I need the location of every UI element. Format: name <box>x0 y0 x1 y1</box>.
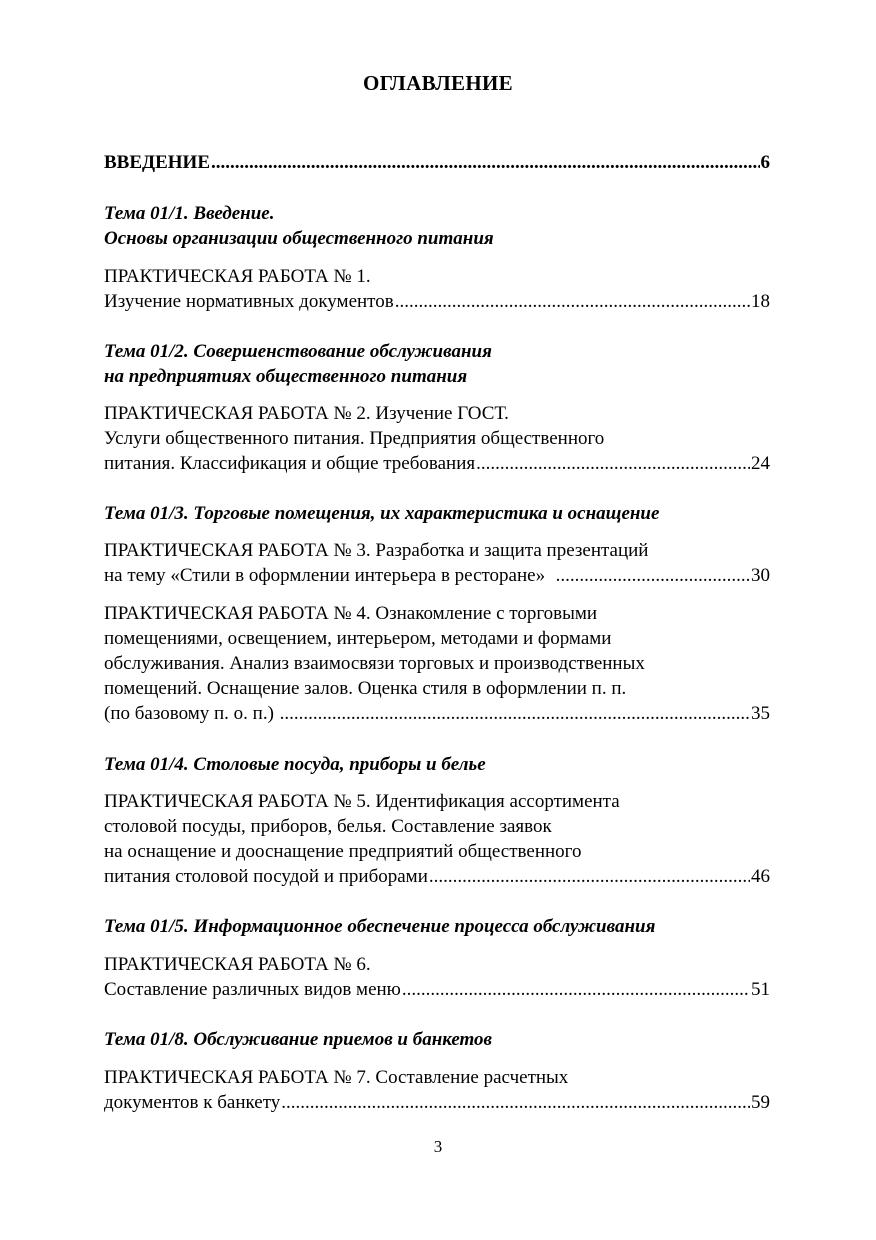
dot-leader <box>280 701 750 726</box>
toc-page-number: 18 <box>751 291 770 312</box>
topic-heading: Тема 01/5. Информационное обеспечение процесса обслуживания <box>104 916 656 937</box>
toc-page-number: 30 <box>751 565 770 586</box>
topic-heading: Тема 01/3. Торговые помещения, их характеристика и оснащение <box>104 503 660 524</box>
toc-entry-work-2[interactable]: ПРАКТИЧЕСКАЯ РАБОТА № 2. Изучение ГОСТ. Услуги общественного питания. Предприятия общественного питания. Классификация и общие требования ..... 24 <box>104 401 770 476</box>
topic-heading: Тема 01/8. Обслуживание приемов и банкетов <box>104 1029 493 1050</box>
topic-heading: Тема 01/4. Столовые посуда, приборы и белье <box>104 754 486 775</box>
toc-page-number: 6 <box>760 152 770 173</box>
toc-page-number: 59 <box>751 1092 770 1113</box>
dot-leader <box>476 451 750 476</box>
toc-entry-intro[interactable] <box>104 150 770 175</box>
toc-entry-work-6[interactable]: ПРАКТИЧЕСКАЯ РАБОТА № 6. Составление различных видов меню ..... 51 <box>104 952 770 1002</box>
toc-page-number: 46 <box>751 866 770 887</box>
page-number: 3 <box>433 1137 443 1156</box>
toc-entry-work-5[interactable]: ПРАКТИЧЕСКАЯ РАБОТА № 5. Идентификация ассортимента столовой посуды, приборов, белья. Составление заявок на оснащение и дооснащение предприятий общественного питания столовой посудой и приборами ..... 46 <box>104 789 770 889</box>
topic-heading: Тема 01/2. Совершенствование обслуживания на предприятиях общественного питания <box>104 341 492 387</box>
toc-entry-work-7[interactable]: ПРАКТИЧЕСКАЯ РАБОТА № 7. Составление расчетных документов к банкету ..... 59 <box>104 1065 770 1115</box>
dot-leader <box>402 977 750 1002</box>
dot-leader <box>211 150 760 175</box>
toc-entry-work-3[interactable]: ПРАКТИЧЕСКАЯ РАБОТА № 3. Разработка и защита презентаций на тему «Стили в оформлении интерьера в ресторане» ..... 30 <box>104 538 770 588</box>
dot-leader <box>395 289 750 314</box>
dot-leader <box>281 1090 750 1115</box>
toc-entry-label: ВВЕДЕНИЕ <box>104 152 210 173</box>
toc-page-number: 35 <box>751 703 770 724</box>
toc-page-number: 24 <box>751 453 770 474</box>
toc-entry-work-1[interactable]: ПРАКТИЧЕСКАЯ РАБОТА № 1. Изучение нормативных документов ..... 18 <box>104 264 770 314</box>
dot-leader <box>556 563 750 588</box>
dot-leader <box>429 864 750 889</box>
page-title: ОГЛАВЛЕНИЕ <box>363 71 513 95</box>
toc-page-number: 51 <box>751 979 770 1000</box>
topic-heading: Тема 01/1. Введение. Основы организации общественного питания <box>104 203 494 249</box>
toc-entry-work-4[interactable]: ПРАКТИЧЕСКАЯ РАБОТА № 4. Ознакомление с торговыми помещениями, освещением, интерьером, методами и формами обслуживания. Анализ взаимосвязи торговых и производственных помещений. Оснащение залов. Оценка стиля в оформлении п. п. (по базовому п. о. п.) ..... 35 <box>104 601 770 726</box>
